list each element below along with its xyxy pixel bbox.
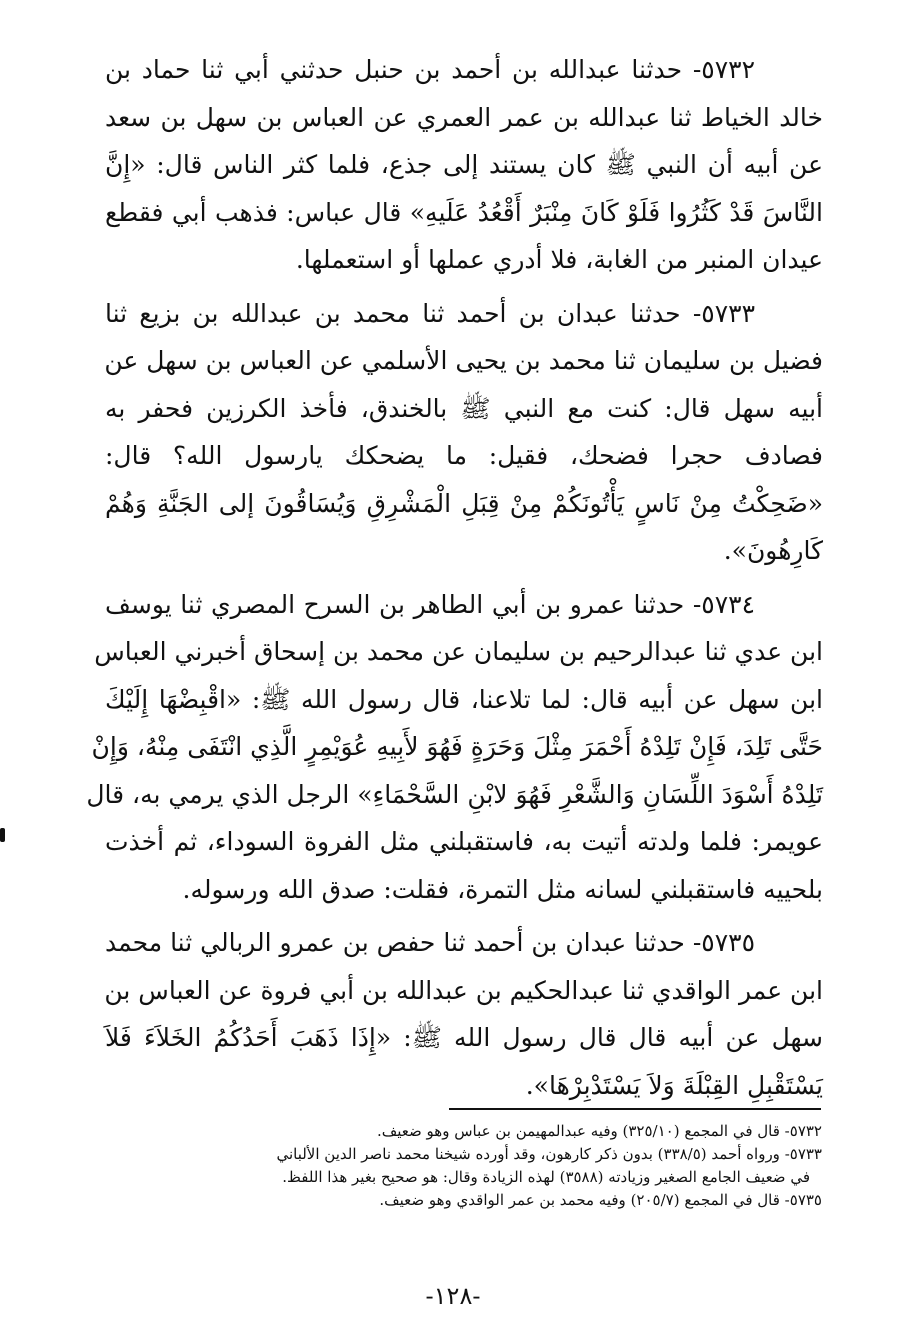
text-line: فصادف حجرا فضحك، فقيل: ما يضحكك يارسول الله؟ قال: [105, 441, 823, 470]
text-line: النَّاسَ قَدْ كَثُرُوا فَلَوْ كَانَ مِنْبَرٌ أَقْعُدُ عَلَيهِ» قال عباس: فذهب أبي فقطع [105, 197, 823, 227]
page-number: -١٢٨- [425, 1282, 481, 1310]
hadith-5735 [105, 919, 823, 1109]
text-line: ابن سهل عن أبيه قال: لما تلاعنا، قال رسول الله ﷺ: «اقْبِضْهَا إِلَيْكَ [105, 684, 823, 714]
text-line: ٥٧٣٤- حدثنا عمرو بن أبي الطاهر بن السرح المصري ثنا يوسف [105, 589, 755, 619]
text-line: ٥٧٣٢- حدثنا عبدالله بن أحمد بن حنبل حدثني أبي ثنا حماد بن [105, 55, 756, 84]
footnote-5735: ٥٧٣٥- قال في المجمع (٢٠٥/٧) وفيه محمد بن عمر الواقدي وهو ضعيف. [379, 1191, 822, 1209]
text-line: عن أبيه أن النبي ﷺ كان يستند إلى جذع، فلما كثر الناس قال: «إِنَّ [105, 150, 823, 179]
hadith-5734 [86, 581, 823, 914]
text-line: ابن عدي ثنا عبدالرحيم بن سليمان عن محمد بن إسحاق أخبرني العباس [94, 637, 823, 666]
text-line: حَتَّى تَلِدَ، فَإِنْ تَلِدْهُ أَحْمَرَ مِثْلَ وَحَرَةٍ فَهُوَ لأَبِيهِ عُوَيْمِرٍ الَّذِي انْتَفَى مِنْهُ، وَإِنْ [91, 732, 823, 761]
text-line: ٥٧٣٣- حدثنا عبدان بن أحمد ثنا محمد بن عبدالله بن بزيع ثنا [105, 298, 755, 328]
footnote-5733-continued: في ضعيف الجامع الصغير وزيادته (٣٥٨٨) لهذه الزيادة وقال: هو صحيح بغير هذا اللفظ. [282, 1168, 810, 1186]
text-line: «ضَحِكْتُ مِنْ نَاسٍ يَأْتُونَكُمْ مِنْ قِبَلِ الْمَشْرِقِ وَيُسَاقُونَ إلى الجَنَّةِ وَهُمْ [105, 488, 823, 518]
text-line: يَسْتَقْبِلِ القِبْلَةَ وَلاَ يَسْتَدْبِرْهَا». [525, 1070, 823, 1100]
footnote-divider [449, 1108, 821, 1110]
footnote-5733: ٥٧٣٣- ورواه أحمد (٣٣٨/٥) بدون ذكر كارهون، وقد أورده شيخنا محمد ناصر الدين الألباني [276, 1145, 822, 1163]
text-line: ٥٧٣٥- حدثنا عبدان بن أحمد ثنا حفص بن عمرو الربالي ثنا محمد [105, 928, 755, 957]
text-line: عيدان المنبر من الغابة، فلا أدري عملها أو استعملها. [295, 245, 823, 274]
text-line: سهل عن أبيه قال قال رسول الله ﷺ: «إِذَا ذَهَبَ أَحَدُكُمُ الخَلاَءَ فَلاَ [105, 1023, 823, 1052]
text-line: بلحييه فاستقبلني لسانه مثل التمرة، فقلت: صدق الله ورسوله. [182, 874, 823, 904]
text-line: ابن عمر الواقدي ثنا عبدالحكيم بن عبدالله بن أبي فروة عن العباس بن [104, 975, 823, 1005]
margin-mark [0, 828, 5, 842]
text-line: أبيه سهل قال: كنت مع النبي ﷺ بالخندق، فأخذ الكرزين فحفر به [105, 393, 823, 423]
footnote-5732: ٥٧٣٢- قال في المجمع (٣٢٥/١٠) وفيه عبدالمهيمن بن عباس وهو ضعيف. [376, 1122, 822, 1140]
main-text [86, 46, 823, 1115]
hadith-5732 [105, 46, 823, 284]
footnotes [130, 1120, 822, 1212]
text-line: خالد الخياط ثنا عبدالله بن عمر العمري عن العباس بن سهل بن سعد [105, 102, 823, 132]
text-line: كَارِهُونَ». [723, 536, 823, 565]
text-line: تَلِدْهُ أَسْوَدَ اللِّسَانِ وَالشَّعْرِ فَهُوَ لابْنِ السَّحْمَاءِ» الرجل الذي يرمي به، قال [86, 779, 823, 809]
text-line: عويمر: فلما ولدته أتيت به، فاستقبلني مثل الفروة السوداء، ثم أخذت [105, 827, 823, 856]
hadith-5733 [105, 290, 823, 575]
text-line: فضيل بن سليمان ثنا محمد بن يحيى الأسلمي عن العباس بن سهل عن [104, 346, 823, 375]
